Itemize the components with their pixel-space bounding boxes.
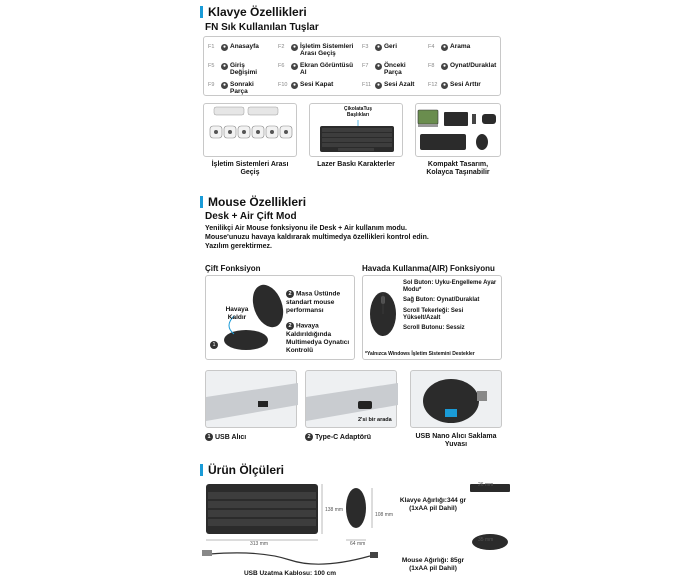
air-mode-label: 2 Havaya Kaldırıldığında Multimedya Oynatıcı Kontrolü bbox=[286, 322, 350, 355]
accent-bar bbox=[200, 464, 203, 476]
fn-keys-panel bbox=[203, 36, 501, 96]
fn-key-code: F1 bbox=[208, 44, 215, 50]
keyboard-section-title: Klavye Özellikleri bbox=[200, 5, 307, 19]
dimensions-section-title: Ürün Ölçüleri bbox=[200, 463, 284, 477]
fn-key-code: F5 bbox=[208, 63, 215, 69]
previous-track-icon: ● bbox=[376, 62, 381, 69]
dual-function-panel bbox=[205, 275, 355, 360]
mode-title: Desk + Air Çift Mod bbox=[205, 211, 297, 222]
usb-receiver-image bbox=[205, 370, 297, 428]
desk-mode-label: 2 Masa Üstünde standart mouse performansı bbox=[286, 290, 341, 314]
fn-key-item bbox=[362, 43, 424, 51]
fn-key-code: F4 bbox=[428, 44, 435, 50]
mouse-length-label: 108 mm bbox=[375, 512, 394, 518]
fn-key-label: Arama bbox=[450, 43, 471, 50]
fn-key-code: F3 bbox=[362, 44, 369, 50]
air-function-item: Scroll Tekerleği: Sesi Yükselt/Azalt bbox=[403, 307, 464, 321]
next-track-icon: ● bbox=[222, 81, 227, 88]
air-function-item: Scroll Butonu: Sessiz bbox=[403, 324, 465, 331]
air-function-item: Sol Buton: Uyku-Engelleme Ayar Modu* bbox=[403, 280, 497, 294]
fn-key-item bbox=[278, 81, 358, 89]
kb-depth-label: 138 mm bbox=[325, 507, 344, 513]
home-icon: ● bbox=[222, 43, 227, 50]
type-c-adapter-image bbox=[305, 370, 397, 428]
keycaps-illustration bbox=[204, 104, 298, 158]
compact-design-image bbox=[415, 103, 501, 157]
fn-key-item bbox=[362, 81, 424, 89]
fn-key-label: Sesi Azalt bbox=[384, 81, 415, 88]
fn-key-label: Sesi Arttır bbox=[450, 81, 481, 88]
air-function-panel bbox=[362, 275, 502, 360]
description-line: Mouse'unuzu havaya kaldırarak multimedya özellikleri kontrol edin. bbox=[205, 233, 429, 241]
volume-down-icon: ● bbox=[376, 81, 381, 88]
fn-key-code: F9 bbox=[208, 82, 215, 88]
usb-receiver-caption: 1 USB Alıcı bbox=[205, 433, 246, 442]
fn-key-code: F11 bbox=[362, 82, 372, 88]
volume-up-icon: ● bbox=[442, 81, 447, 88]
chocolate-keycaps-annotation: ÇikolataTuş Başlıkları bbox=[344, 106, 372, 118]
mouse-weight-label: Mouse Ağırlığı: 85gr (1xAA pil Dahil) bbox=[401, 557, 465, 572]
fn-key-label: Anasayfa bbox=[230, 43, 259, 50]
fn-key-item bbox=[362, 62, 424, 77]
fn-key-label: İşletim Sistemleri Arası Geçiş bbox=[300, 43, 354, 58]
kb-height-label: 26 mm bbox=[478, 482, 494, 488]
os-switch-icon: ● bbox=[292, 43, 297, 50]
fn-key-label: Sonraki Parça bbox=[230, 81, 254, 96]
fn-key-code: F10 bbox=[278, 82, 288, 88]
two-in-one-annotation: 2'si bir arada bbox=[358, 417, 392, 423]
mouse-height-label: 35 mm bbox=[478, 537, 494, 543]
air-note: *Yalnızca Windows İşletim Sistemini Destekler bbox=[365, 351, 475, 357]
fn-key-code: F6 bbox=[278, 63, 285, 69]
num-badge-1: 1 bbox=[210, 336, 220, 354]
search-icon: ● bbox=[442, 43, 447, 50]
air-function-title: Havada Kullanma(AIR) Fonksiyonu bbox=[362, 264, 495, 273]
fn-key-item bbox=[278, 62, 358, 77]
accent-bar bbox=[200, 196, 203, 208]
mouse-underside-illustration bbox=[411, 371, 503, 429]
fn-key-item bbox=[428, 62, 497, 70]
input-switch-icon: ● bbox=[222, 62, 227, 69]
fn-key-label: Sesi Kapat bbox=[300, 81, 334, 88]
fn-key-item bbox=[208, 43, 270, 51]
air-function-item: Sağ Buton: Oynat/Duraklat bbox=[403, 297, 480, 304]
mute-icon: ● bbox=[292, 81, 297, 88]
kb-width-label: 313 mm bbox=[250, 541, 269, 547]
nano-storage-caption: USB Nano Alıcı Saklama Yuvası bbox=[415, 433, 497, 449]
fn-key-label: Geri bbox=[384, 43, 398, 50]
air-functions-list bbox=[403, 280, 501, 332]
fn-key-label: Önceki Parça bbox=[384, 62, 406, 77]
laser-print-caption: Lazer Baskı Karakterler bbox=[317, 161, 395, 168]
fn-key-label: Oynat/Duraklat bbox=[450, 62, 497, 69]
play-pause-icon: ● bbox=[442, 62, 447, 69]
compact-design-caption: Kompakt Tasarım, Kolayca Taşınabilir bbox=[426, 161, 490, 177]
mouse-section-title: Mouse Özellikleri bbox=[200, 195, 306, 209]
compact-setup-illustration bbox=[416, 104, 502, 158]
mode-description bbox=[205, 225, 505, 251]
type-c-adapter-caption: 2 Type-C Adaptörü bbox=[305, 433, 371, 442]
back-icon: ● bbox=[376, 43, 381, 50]
cable-length-label: USB Uzatma Kablosu: 100 cm bbox=[243, 570, 337, 577]
fn-key-item bbox=[428, 43, 490, 51]
os-switch-caption: İşletim Sistemleri Arası Geçiş bbox=[211, 161, 289, 177]
description-line: Yenilikçi Air Mouse fonksiyonu ile Desk + Air kullanım modu. bbox=[205, 225, 407, 232]
description-line: Yazılım gerektirmez. bbox=[205, 242, 272, 250]
usb-receiver-illustration bbox=[206, 371, 298, 429]
kb-weight-label: Klavye Ağırlığı:344 gr (1xAA pil Dahil) bbox=[399, 497, 467, 512]
fn-key-item bbox=[278, 43, 358, 58]
mouse-width-label: 64 mm bbox=[350, 541, 366, 547]
dual-function-title: Çift Fonksiyon bbox=[205, 264, 261, 273]
lift-label: Havaya Kaldır bbox=[225, 306, 249, 322]
accent-bar bbox=[200, 6, 203, 18]
laser-print-image bbox=[309, 103, 403, 157]
fn-key-item bbox=[208, 81, 270, 96]
fn-keys-title: FN Sık Kullanılan Tuşlar bbox=[205, 22, 319, 33]
screenshot-icon: ● bbox=[292, 62, 297, 69]
fn-key-code: F2 bbox=[278, 44, 285, 50]
fn-key-label: Giriş Değişimi bbox=[230, 62, 258, 77]
nano-storage-image bbox=[410, 370, 502, 428]
fn-key-item bbox=[208, 62, 270, 77]
fn-key-code: F12 bbox=[428, 82, 438, 88]
fn-key-code: F8 bbox=[428, 63, 435, 69]
fn-key-item bbox=[428, 81, 490, 89]
fn-key-code: F7 bbox=[362, 63, 369, 69]
os-switch-image bbox=[203, 103, 297, 157]
fn-key-label: Ekran Görüntüsü Al bbox=[300, 62, 354, 77]
